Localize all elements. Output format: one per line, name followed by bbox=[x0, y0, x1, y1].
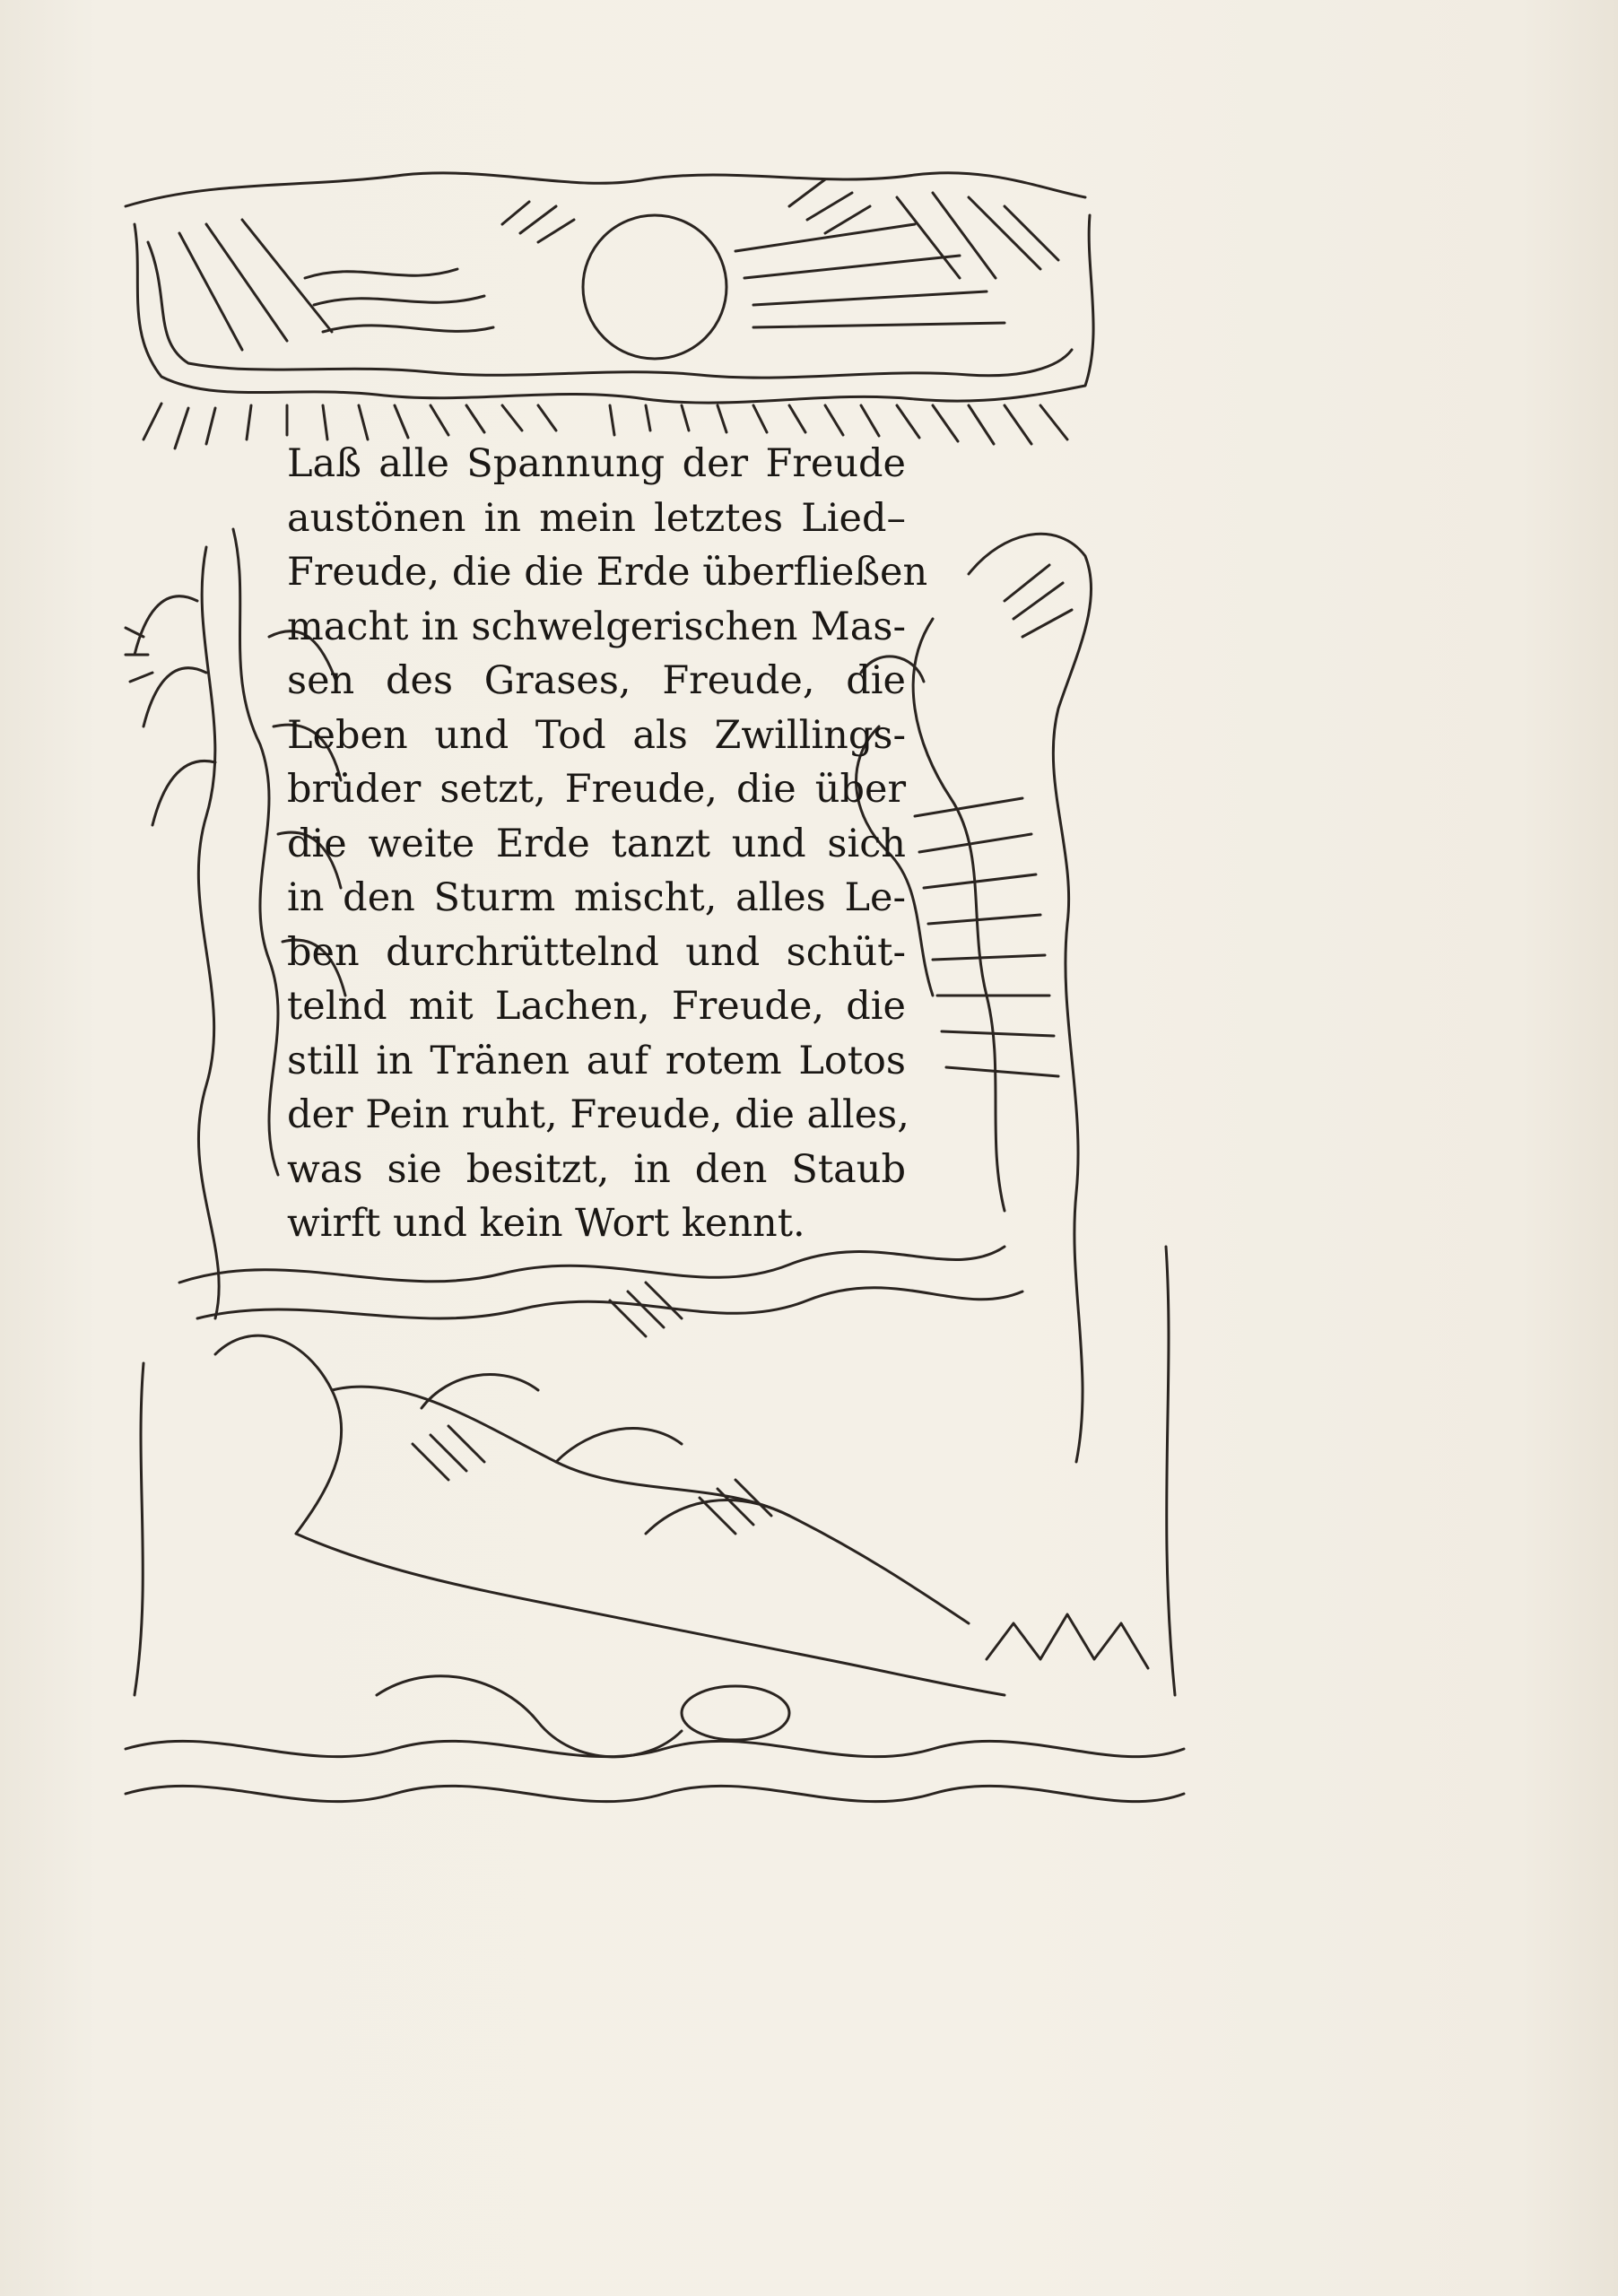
poem-line: macht in schwelgerischen Mas- bbox=[287, 604, 906, 649]
poem-text bbox=[287, 437, 928, 1251]
poem-line: Freude, die die Erde überfließen bbox=[287, 550, 928, 595]
poem-line: austönen in mein letztes Lied– bbox=[287, 495, 906, 541]
poem-line: wirft und kein Wort kennt. bbox=[287, 1201, 805, 1246]
poem-line: brüder setzt, Freude, die über bbox=[287, 767, 906, 812]
poem-line: was sie besitzt, in den Staub bbox=[287, 1146, 906, 1192]
poem-line: in den Sturm mischt, alles Le- bbox=[287, 875, 906, 920]
poem-line: ben durchrüttelnd und schüt- bbox=[287, 929, 906, 975]
poem-line: der Pein ruht, Freude, die alles, bbox=[287, 1092, 909, 1137]
poem-line: sen des Grases, Freude, die bbox=[287, 658, 906, 703]
poem-line: telnd mit Lachen, Freude, die bbox=[287, 984, 906, 1029]
poem-line: die weite Erde tanzt und sich bbox=[287, 821, 906, 866]
poem-line: Leben und Tod als Zwillings- bbox=[287, 712, 906, 758]
poem-line: still in Tränen auf rotem Lotos bbox=[287, 1038, 906, 1083]
poem-line: Laß alle Spannung der Freude bbox=[287, 441, 906, 486]
